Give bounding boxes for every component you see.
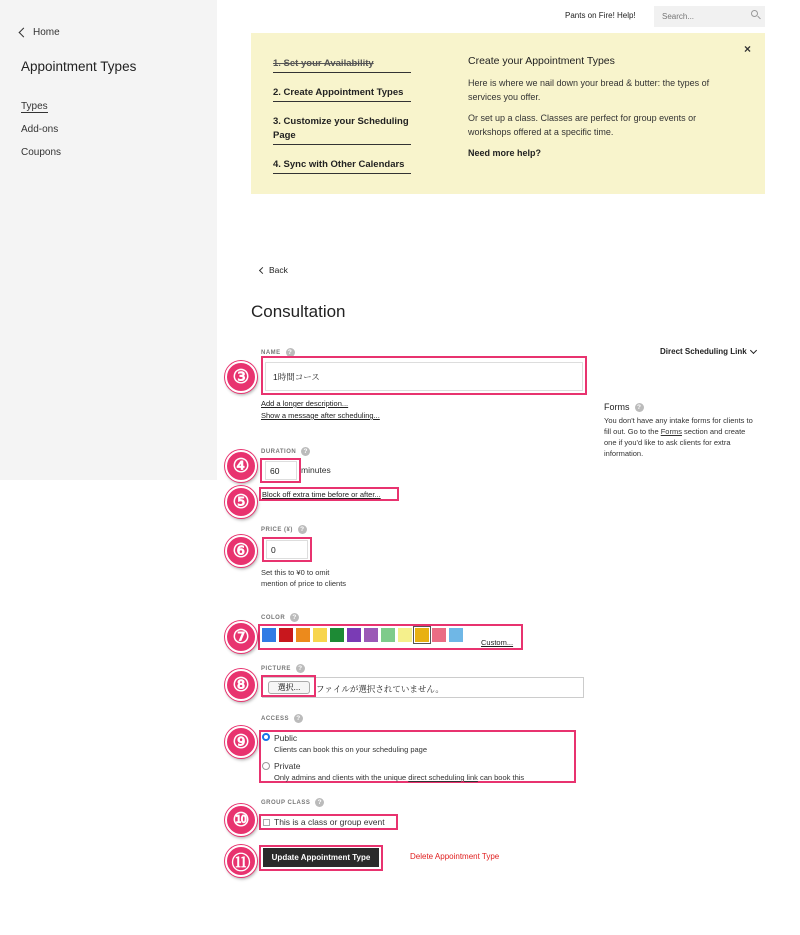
name-label: NAME ?: [261, 348, 295, 357]
annotation-badge-6: ⑥: [225, 535, 257, 567]
help-icon[interactable]: ?: [635, 403, 644, 412]
color-swatch[interactable]: [364, 628, 378, 642]
chevron-down-icon: [750, 346, 757, 353]
forms-link[interactable]: Forms: [660, 427, 682, 436]
group-class-label: GROUP CLASS ?: [261, 798, 324, 807]
step-customize-page[interactable]: 3. Customize your Scheduling Page: [273, 115, 411, 145]
color-swatch[interactable]: [313, 628, 327, 642]
color-swatches: [262, 628, 463, 642]
picture-label: PICTURE ?: [261, 664, 305, 673]
forms-title: Forms: [604, 402, 630, 412]
sidebar-item-add-ons[interactable]: Add-ons: [21, 124, 59, 135]
private-label: Private: [274, 761, 301, 771]
sidebar-item-types[interactable]: Types: [21, 101, 48, 112]
private-description: Only admins and clients with the unique direct scheduling link can book this: [274, 773, 525, 782]
sidebar-item-coupons[interactable]: Coupons: [21, 147, 62, 158]
home-label: Home: [33, 27, 60, 38]
step-appointment-types[interactable]: 2. Create Appointment Types: [273, 86, 411, 102]
public-description: Clients can book this on your scheduling page: [274, 745, 428, 754]
duration-input[interactable]: [265, 461, 297, 480]
annotation-badge-11: ⑪: [225, 845, 257, 877]
help-icon[interactable]: ?: [286, 348, 295, 357]
price-hint-2: mention of price to clients: [261, 579, 347, 588]
add-description-link[interactable]: Add a longer description...: [261, 399, 349, 408]
help-icon[interactable]: ?: [315, 798, 324, 807]
group-class-checkbox[interactable]: [263, 819, 270, 826]
custom-color-link[interactable]: Custom...: [481, 638, 514, 647]
chevron-left-icon: [259, 266, 266, 273]
onboarding-info: [468, 55, 738, 167]
back-link[interactable]: [260, 265, 288, 275]
delete-appointment-type-link[interactable]: Delete Appointment Type: [410, 852, 500, 861]
direct-link-label: Direct Scheduling Link: [660, 347, 747, 356]
group-class-text: This is a class or group event: [274, 817, 385, 827]
color-label: COLOR ?: [261, 613, 299, 622]
choose-file-button[interactable]: 選択...: [268, 681, 310, 694]
sidebar-title: Appointment Types: [21, 59, 137, 74]
name-input[interactable]: [265, 362, 583, 391]
color-swatch[interactable]: [432, 628, 446, 642]
help-icon[interactable]: ?: [298, 525, 307, 534]
onboarding-text-1: Here is where we nail down your bread & butter: the types of services you offer.: [468, 78, 710, 102]
search-icon[interactable]: [751, 10, 758, 17]
help-icon[interactable]: ?: [301, 447, 310, 456]
close-icon[interactable]: ×: [743, 42, 751, 56]
need-help-link[interactable]: Need more help?: [468, 148, 542, 158]
access-label: ACCESS ?: [261, 714, 303, 723]
color-swatch[interactable]: [296, 628, 310, 642]
price-label: PRICE (¥) ?: [261, 525, 307, 534]
color-swatch[interactable]: [347, 628, 361, 642]
color-swatch[interactable]: [279, 628, 293, 642]
help-icon[interactable]: ?: [290, 613, 299, 622]
color-swatch[interactable]: [330, 628, 344, 642]
price-hint-1: Set this to ¥0 to omit: [261, 568, 330, 577]
chevron-left-icon: [19, 28, 29, 38]
help-icon[interactable]: ?: [296, 664, 305, 673]
help-link[interactable]: Pants on Fire! Help!: [565, 11, 636, 20]
color-swatch[interactable]: [415, 628, 429, 642]
onboarding-steps: [273, 57, 411, 187]
home-link[interactable]: [20, 27, 60, 38]
block-off-time-link[interactable]: Block off extra time before or after...: [262, 490, 381, 499]
duration-unit: minutes: [301, 465, 331, 475]
step-availability[interactable]: 1. Set your Availability: [273, 57, 411, 73]
annotation-badge-9: ⑨: [225, 726, 257, 758]
annotation-badge-7: ⑦: [225, 621, 257, 653]
public-radio[interactable]: [262, 733, 270, 741]
forms-heading: [604, 402, 644, 412]
onboarding-title: Create your Appointment Types: [468, 55, 615, 67]
direct-scheduling-link[interactable]: direct scheduling link: [408, 773, 478, 782]
update-appointment-type-button[interactable]: Update Appointment Type: [263, 848, 379, 867]
onboarding-text-2: Or set up a class. Classes are perfect for group events or workshops offered at a specific time.: [468, 113, 697, 137]
duration-label: DURATION ?: [261, 447, 310, 456]
private-radio[interactable]: [262, 762, 270, 770]
sidebar-nav: [21, 100, 61, 169]
direct-scheduling-link-dropdown[interactable]: [660, 347, 756, 356]
color-swatch[interactable]: [398, 628, 412, 642]
search-input[interactable]: [654, 6, 765, 27]
color-swatch[interactable]: [262, 628, 276, 642]
onboarding-panel: [251, 33, 765, 194]
help-icon[interactable]: ?: [294, 714, 303, 723]
show-message-link[interactable]: Show a message after scheduling...: [261, 411, 380, 420]
back-label: Back: [269, 265, 288, 275]
annotation-badge-10: ⑩: [225, 804, 257, 836]
annotation-badge-5: ⑤: [225, 486, 257, 518]
price-input[interactable]: [266, 540, 308, 559]
step-sync-calendars[interactable]: 4. Sync with Other Calendars: [273, 158, 411, 174]
color-swatch[interactable]: [449, 628, 463, 642]
annotation-badge-3: ③: [225, 361, 257, 393]
annotation-badge-8: ⑧: [225, 669, 257, 701]
sidebar: [0, 0, 217, 480]
page-title: Consultation: [251, 302, 346, 321]
forms-description: You don't have any intake forms for clients to fill out. Go to the Forms section and create one if you'd like to ask clients for extra information.: [604, 416, 753, 458]
file-status: ファイルが選択されていません。: [316, 684, 444, 694]
annotation-badge-4: ④: [225, 450, 257, 482]
color-swatch[interactable]: [381, 628, 395, 642]
public-label: Public: [274, 733, 298, 743]
